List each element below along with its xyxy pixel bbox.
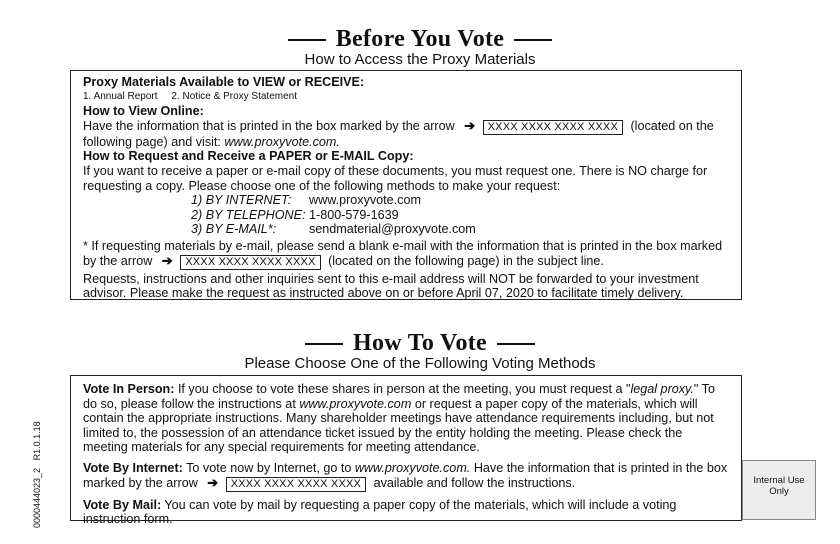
proxy-materials-box (70, 70, 742, 300)
access-subtitle: How to Access the Proxy Materials (304, 51, 536, 68)
materials-list: 1. Annual Report 2. Notice & Proxy Statement (83, 90, 297, 102)
arrow-right-icon: ➔ (161, 252, 173, 268)
request-methods (191, 193, 729, 237)
side-document-code: 0000444023_2 R1.0.1.18 (32, 421, 42, 528)
vote-in-person: Vote In Person: If you choose to vote these shares in person at the meeting, you must request a "legal proxy." To do so, please follow the instructions at www.proxyvote.com or request a paper copy of the materials, which will contain the appropriate instructions. Many shareholder meetings have attendance requirements including, but not limited to, the possession of an attendance ticket issued by the entity holding the meeting. Please check the meeting materials for any special requirements for meeting attendance. (83, 382, 715, 455)
voting-methods-subtitle: Please Choose One of the Following Voting Methods (244, 355, 596, 372)
title-dash-right (497, 343, 535, 345)
delivery-note: Requests, instructions and other inquiries sent to this e-mail address will NOT be forwarded to your investment advisor. Please make the request as instructed above on or before April 07, 2020 to facilitate timely delivery. (83, 271, 699, 301)
view-online-heading: How to View Online: (83, 104, 204, 119)
control-number-box: XXXX XXXX XXXX XXXX (226, 477, 366, 492)
internal-use-box: Internal Use Only (742, 460, 816, 520)
proxyvote-link[interactable]: www.proxyvote.com. (224, 134, 340, 149)
request-copy-text: If you want to receive a paper or e-mail copy of these documents, you must request one. There is NO charge for requesting a copy. Please choose one of the following methods to make your request: (83, 163, 708, 193)
title-dash-left (305, 343, 343, 345)
title-dash-right (514, 39, 552, 41)
method-internet: 1) BY INTERNET: www.proxyvote.com (191, 193, 421, 208)
title-dash-left (288, 39, 326, 41)
control-number-box: XXXX XXXX XXXX XXXX (180, 255, 320, 270)
request-copy-heading: How to Request and Receive a PAPER or E-MAIL Copy: (83, 149, 414, 164)
method-telephone: 2) BY TELEPHONE: 1-800-579-1639 (191, 207, 399, 222)
email-note: * If requesting materials by e-mail, please send a blank e-mail with the information that is printed in the box marked by the arrow ➔ XXXX XXXX XXXX XXXX (located on the following page) in the subject line. (83, 238, 723, 268)
arrow-right-icon: ➔ (207, 474, 219, 490)
proxy-materials-heading: Proxy Materials Available to VIEW or RECEIVE: (83, 75, 365, 89)
before-you-vote-title: Before You Vote (0, 26, 840, 53)
view-online-text: Have the information that is printed in the box marked by the arrow ➔ XXXX XXXX XXXX XXXX (located on the following page) and visit: www.proxyvote.com. (83, 117, 714, 149)
method-email: 3) BY E-MAIL*: sendmaterial@proxyvote.com (191, 222, 476, 237)
control-number-box: XXXX XXXX XXXX XXXX (483, 120, 623, 135)
vote-by-mail: Vote By Mail: You can vote by mail by requesting a paper copy of the materials, which will include a voting instruction form. (83, 497, 677, 527)
vote-by-internet: Vote By Internet: To vote now by Internet, go to www.proxyvote.com. Have the information that is printed in the box marked by the arrow ➔ XXXX XXXX XXXX XXXX available and follow the instructions. (83, 460, 728, 490)
voting-methods-box (70, 375, 742, 527)
how-to-vote-title: How To Vote (0, 330, 840, 357)
arrow-right-icon: ➔ (464, 117, 476, 133)
